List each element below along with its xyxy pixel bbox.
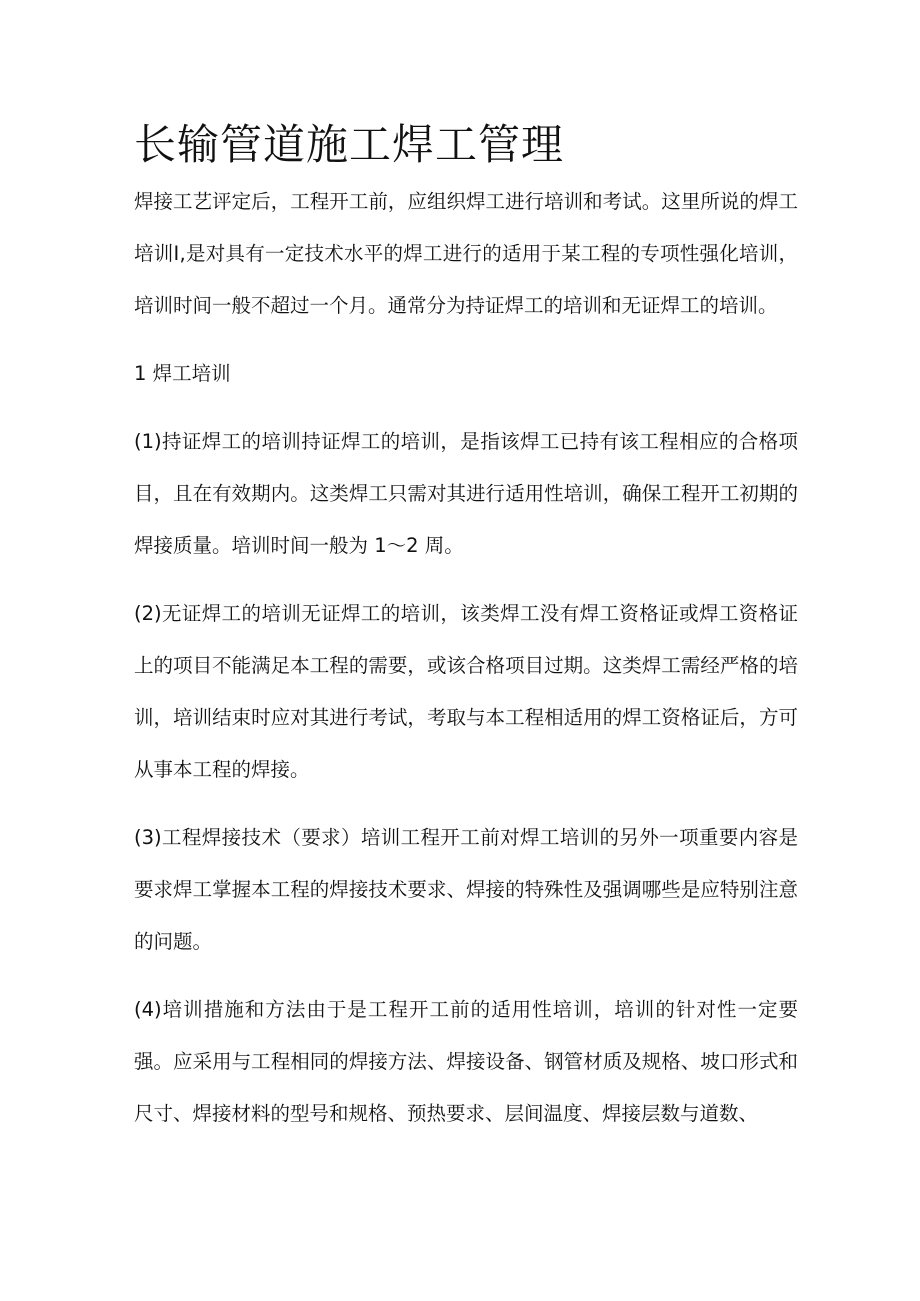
document-title: 长输管道施工焊工管理 <box>134 120 565 169</box>
paragraph-item-4: (4)培训措施和方法由于是工程开工前的适用性培训，培训的针对性一定要强。应采用与工程相同的焊接方法、焊接设备、钢管材质及规格、坡口形式和尺寸、焊接材料的型号和规格、预热要求、层间温度、焊接层数与道数、 <box>134 998 798 1126</box>
section-heading: 1 焊工培训 <box>134 362 231 386</box>
paragraph-item-1: (1)持证焊工的培训持证焊工的培训，是指该焊工已持有该工程相应的合格项目，且在有效期内。这类焊工只需对其进行适用性培训，确保工程开工初期的焊接质量。培训时间一般为 1～2 周。 <box>134 430 798 558</box>
paragraph-item-3: (3)工程焊接技术（要求）培训工程开工前对焊工培训的另外一项重要内容是要求焊工掌握本工程的焊接技术要求、焊接的特殊性及强调哪些是应特别注意的问题。 <box>134 826 798 954</box>
paragraph-item-2: (2)无证焊工的培训无证焊工的培训，该类焊工没有焊工资格证或焊工资格证上的项目不能满足本工程的需要，或该合格项目过期。这类焊工需经严格的培训，培训结束时应对其进行考试，考取与本工程相适用的焊工资格证后，方可从事本工程的焊接。 <box>134 602 798 782</box>
intro-paragraph: 焊接工艺评定后，工程开工前，应组织焊工进行培训和考试。这里所说的焊工培训Ⅰ,是对具有一定技术水平的焊工进行的适用于某工程的专项性强化培训，培训时间一般不超过一个月。通常分为持证焊工的培训和无证焊工的培训。 <box>134 190 798 318</box>
